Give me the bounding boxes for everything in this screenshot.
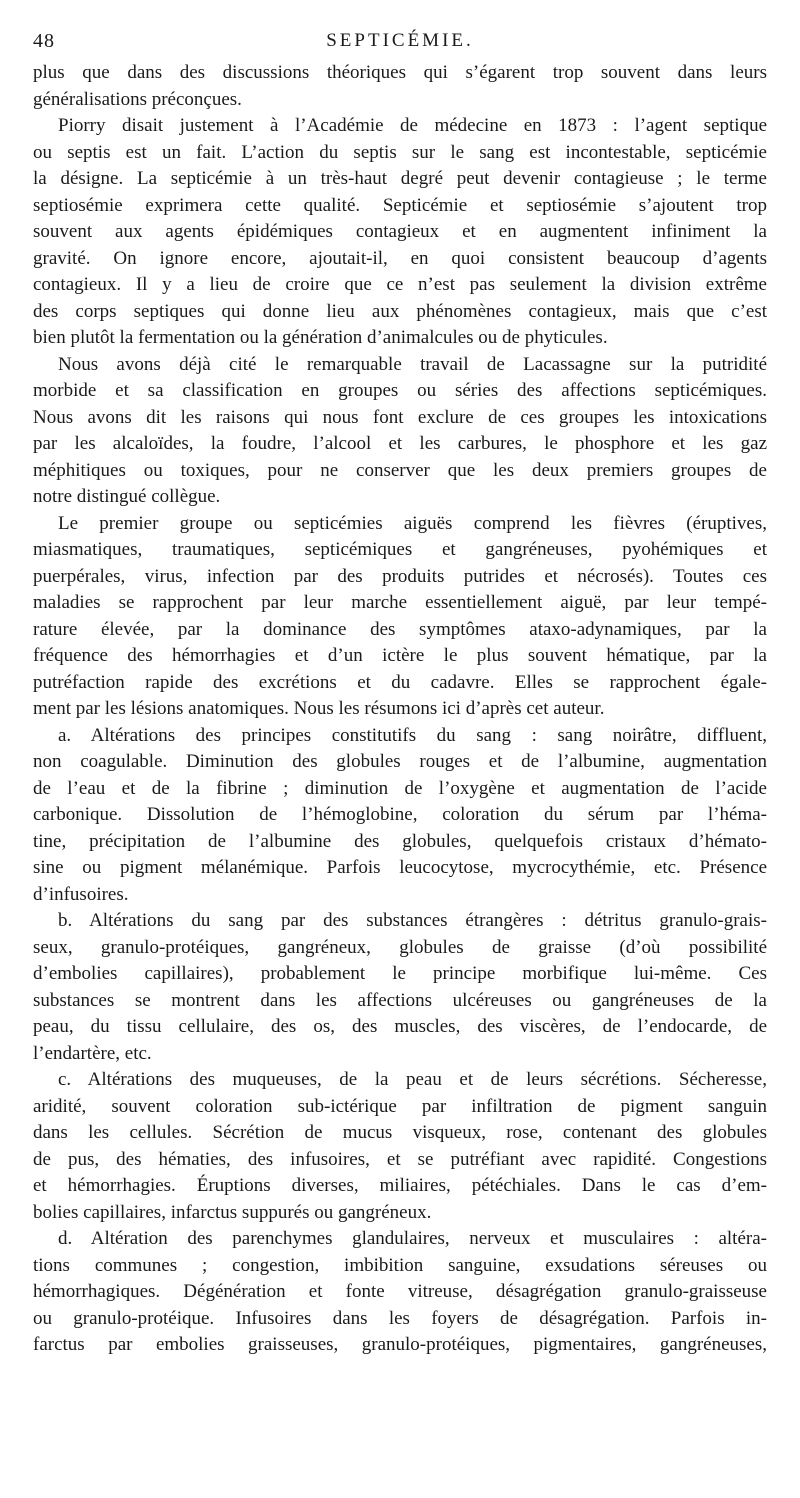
text-line: la désigne. La septicémie à un très-haut degré peut devenir contagieuse ; le terme: [33, 168, 767, 189]
text-line: bolies capillaires, infarctus suppurés ou gangréneux.: [33, 1201, 432, 1223]
text-line: miasmatiques, traumatiques, septicémiques et gangréneuses, pyohémiques et: [33, 539, 767, 560]
text-line: aridité, souvent coloration sub-ictérique par infiltration de pigment sanguin: [33, 1095, 767, 1117]
text-line: de pus, des hématies, des infusoires, et se putréfiant avec rapidité. Congestions: [33, 1148, 767, 1170]
text-line: farctus par embolies graisseuses, granulo-protéiques, pigmentaires, gangréneuses,: [33, 1334, 767, 1355]
running-title: SEPTICÉMIE.: [326, 30, 474, 51]
text-line: b. Altérations du sang par des substances étrangères : détritus granulo-grais-: [58, 910, 767, 931]
text-line: ou septis est un fait. L’action du septis sur le sang est incontestable, septicémie: [33, 141, 767, 163]
text-line: Le premier groupe ou septicémies aiguës comprend les fièvres (éruptives,: [58, 512, 767, 534]
text-line: Piorry disait justement à l’Académie de médecine en 1873 : l’agent septique: [58, 115, 767, 136]
text-line: tions communes ; congestion, imbibition sanguine, exsudations séreuses ou: [33, 1254, 767, 1276]
text-line: d. Altération des parenchymes glandulaires, nerveux et musculaires : altéra-: [58, 1228, 767, 1249]
text-line: d’embolies capillaires), probablement le principe morbifique lui-même. Ces: [33, 963, 767, 984]
text-line: ment par les lésions anatomiques. Nous les résumons ici d’après cet auteur.: [33, 698, 605, 719]
text-line: ou granulo-protéique. Infusoires dans les foyers de désagrégation. Parfois in-: [33, 1307, 767, 1329]
text-line: puerpérales, virus, infection par des produits putrides et nécrosés). Toutes ces: [33, 565, 767, 587]
text-line: et hémorrhagies. Éruptions diverses, miliaires, pétéchiales. Dans le cas d’em-: [33, 1175, 767, 1196]
text-line: putréfaction rapide des excrétions et du cadavre. Elles se rapprochent égale-: [33, 671, 767, 693]
text-line: hémorrhagiques. Dégénération et fonte vitreuse, désagrégation granulo-graisseuse: [33, 1281, 767, 1302]
text-line: rature élevée, par la dominance des symptômes ataxo-adynamiques, par la: [33, 618, 767, 640]
text-line: c. Altérations des muqueuses, de la peau et de leurs sécrétions. Sécheresse,: [58, 1069, 767, 1090]
text-line: peau, du tissu cellulaire, des os, des muscles, des viscères, de l’endocarde, de: [33, 1016, 767, 1037]
text-line: par les alcaloïdes, la foudre, l’alcool et les carbures, le phosphore et les gaz: [33, 433, 767, 454]
text-line: carbonique. Dissolution de l’hémoglobine, coloration du sérum par l’héma-: [33, 804, 767, 825]
text-line: sine ou pigment mélanémique. Parfois leucocytose, mycrocythémie, etc. Présence: [33, 857, 767, 878]
text-line: contagieux. Il y a lieu de croire que ce n’est pas seulement la division extrême: [33, 274, 767, 295]
page-number: 48: [33, 30, 55, 52]
text-line: généralisations préconçues.: [33, 88, 242, 110]
text-line: fréquence des hémorrhagies et d’un ictère le plus souvent hématique, par la: [33, 645, 767, 666]
text-line: maladies se rapprochent par leur marche essentiellement aiguë, par leur tempé-: [33, 592, 767, 613]
text-line: a. Altérations des principes constitutifs du sang : sang noirâtre, diffluent,: [58, 724, 767, 746]
text-line: seux, granulo-protéiques, gangréneux, globules de graisse (d’où possibilité: [33, 936, 767, 958]
text-line: morbide et sa classification en groupes ou séries des affections septicémiques.: [33, 380, 767, 401]
text-line: méphitiques ou toxiques, pour ne conserver que les deux premiers groupes de: [33, 459, 767, 481]
text-line: septiosémie exprimera cette qualité. Septicémie et septiosémie s’ajoutent trop: [33, 194, 767, 216]
text-line: d’infusoires.: [33, 883, 129, 905]
text-line: substances se montrent dans les affections ulcéreuses ou gangréneuses de la: [33, 989, 767, 1011]
text-line: notre distingué collègue.: [33, 486, 221, 507]
text-line: tine, précipitation de l’albumine des globules, quelquefois cristaux d’hémato-: [33, 830, 767, 852]
body-text: [33, 60, 767, 1359]
text-line: bien plutôt la fermentation ou la génération d’animalcules ou de phyticules.: [33, 327, 608, 348]
text-line: Nous avons dit les raisons qui nous font exclure de ces groupes les intoxications: [33, 406, 767, 428]
text-line: des corps septiques qui donne lieu aux phénomènes contagieux, mais que c’est: [33, 300, 767, 322]
text-line: non coagulable. Diminution des globules rouges et de l’albumine, augmentation: [33, 751, 767, 772]
text-line: gravité. On ignore encore, ajoutait-il, en quoi consistent beaucoup d’agents: [33, 247, 767, 269]
text-line: de l’eau et de la fibrine ; diminution de l’oxygène et augmentation de l’acide: [33, 777, 767, 799]
text-line: Nous avons déjà cité le remarquable travail de Lacassagne sur la putridité: [58, 353, 767, 375]
page-header: [33, 30, 767, 60]
text-line: dans les cellules. Sécrétion de mucus visqueux, rose, contenant des globules: [33, 1122, 767, 1143]
text-line: souvent aux agents épidémiques contagieux et en augmentent infiniment la: [33, 221, 767, 242]
text-line: l’endartère, etc.: [33, 1042, 152, 1064]
text-line: plus que dans des discussions théoriques qui s’égarent trop souvent dans leurs: [33, 62, 767, 83]
